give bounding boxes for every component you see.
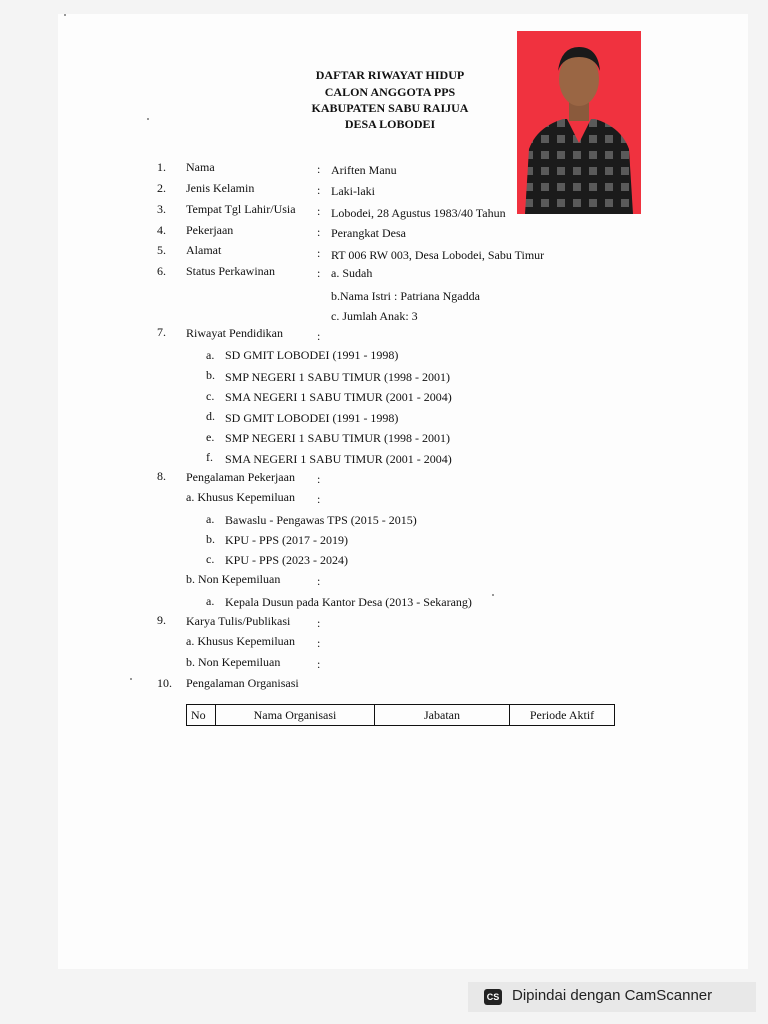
organization-table — [186, 704, 615, 726]
doc-regency: KABUPATEN SABU RAIJUA — [311, 101, 469, 115]
education-item: SMP NEGERI 1 SABU TIMUR (1998 - 2001) — [225, 370, 451, 384]
work-item: Kepala Dusun pada Kantor Desa (2013 - Sekarang) — [225, 595, 472, 609]
field-value-birth: Lobodei, 28 Agustus 1983/40 Tahun — [331, 206, 506, 220]
scan-speck — [64, 14, 66, 16]
colon: : — [317, 204, 321, 218]
education-item: SMA NEGERI 1 SABU TIMUR (2001 - 2004) — [225, 390, 452, 404]
item-number: 10. — [157, 676, 172, 690]
field-value-occupation: Perangkat Desa — [331, 226, 406, 240]
column-header-period: Periode Aktif — [510, 705, 615, 726]
item-number: 2. — [157, 181, 166, 195]
field-value-name: Ariften Manu — [331, 163, 397, 177]
education-item: SMA NEGERI 1 SABU TIMUR (2001 - 2004) — [225, 452, 452, 466]
subsection-electoral: a. Khusus Kepemiluan — [186, 490, 295, 504]
field-label-gender: Jenis Kelamin — [186, 181, 255, 195]
item-number: 9. — [157, 613, 166, 627]
table-header-row — [187, 705, 615, 726]
list-letter: b. — [206, 368, 215, 382]
section-publications: Karya Tulis/Publikasi — [186, 614, 291, 628]
item-number: 8. — [157, 469, 166, 483]
section-organization: Pengalaman Organisasi — [186, 676, 299, 690]
colon: : — [317, 225, 321, 239]
colon: : — [317, 246, 321, 260]
subsection-non-electoral: b. Non Kepemiluan — [186, 572, 281, 586]
list-letter: b. — [206, 532, 215, 546]
item-number: 4. — [157, 223, 166, 237]
section-education: Riwayat Pendidikan — [186, 326, 283, 340]
column-header-no: No — [187, 705, 216, 726]
section-work: Pengalaman Pekerjaan — [186, 470, 295, 484]
field-label-marital: Status Perkawinan — [186, 264, 275, 278]
colon: : — [317, 574, 321, 588]
doc-village: DESA LOBODEI — [344, 117, 436, 131]
item-number: 7. — [157, 325, 166, 339]
scan-speck — [147, 118, 149, 120]
list-letter: c. — [206, 552, 215, 566]
colon: : — [317, 162, 321, 176]
field-value-address: RT 006 RW 003, Desa Lobodei, Sabu Timur — [331, 248, 545, 262]
list-letter: c. — [206, 389, 215, 403]
subsection-electoral: a. Khusus Kepemiluan — [186, 634, 295, 648]
field-label-address: Alamat — [186, 243, 222, 257]
doc-title: DAFTAR RIWAYAT HIDUP — [315, 68, 465, 82]
education-item: SMP NEGERI 1 SABU TIMUR (1998 - 2001) — [225, 431, 451, 445]
education-item: SD GMIT LOBODEI (1991 - 1998) — [225, 411, 399, 425]
column-header-position: Jabatan — [375, 705, 510, 726]
list-letter: a. — [206, 512, 215, 526]
subsection-non-electoral: b. Non Kepemiluan — [186, 655, 281, 669]
colon: : — [317, 329, 321, 343]
column-header-org-name: Nama Organisasi — [216, 705, 375, 726]
colon: : — [317, 183, 321, 197]
camscanner-watermark — [468, 982, 756, 1012]
list-letter: a. — [206, 348, 215, 362]
colon: : — [317, 472, 321, 486]
colon: : — [317, 616, 321, 630]
colon: : — [317, 657, 321, 671]
field-label-birth: Tempat Tgl Lahir/Usia — [186, 202, 296, 216]
work-item: KPU - PPS (2017 - 2019) — [225, 533, 349, 547]
camscanner-text: Dipindai dengan CamScanner — [512, 987, 713, 1004]
scan-speck — [130, 678, 132, 680]
marital-children: c. Jumlah Anak: 3 — [331, 309, 418, 323]
work-item: Bawaslu - Pengawas TPS (2015 - 2015) — [225, 513, 417, 527]
education-item: SD GMIT LOBODEI (1991 - 1998) — [225, 348, 399, 362]
item-number: 5. — [157, 243, 166, 257]
doc-subtitle: CALON ANGGOTA PPS — [324, 85, 456, 99]
item-number: 3. — [157, 202, 166, 216]
list-letter: f. — [206, 450, 213, 464]
colon: : — [317, 492, 321, 506]
colon: : — [317, 266, 321, 280]
list-letter: d. — [206, 409, 215, 423]
camscanner-logo-icon: CS — [484, 989, 502, 1005]
colon: : — [317, 636, 321, 650]
work-item: KPU - PPS (2023 - 2024) — [225, 553, 349, 567]
field-value-gender: Laki-laki — [331, 184, 375, 198]
field-label-occupation: Pekerjaan — [186, 223, 234, 237]
profile-photo — [517, 31, 641, 214]
item-number: 1. — [157, 160, 166, 174]
list-letter: a. — [206, 594, 215, 608]
field-label-name: Nama — [186, 160, 215, 174]
scan-speck — [492, 594, 494, 596]
field-value-marital: a. Sudah — [331, 266, 373, 280]
item-number: 6. — [157, 264, 166, 278]
document-page — [58, 14, 748, 969]
marital-spouse: b.Nama Istri : Patriana Ngadda — [331, 289, 480, 303]
list-letter: e. — [206, 430, 215, 444]
